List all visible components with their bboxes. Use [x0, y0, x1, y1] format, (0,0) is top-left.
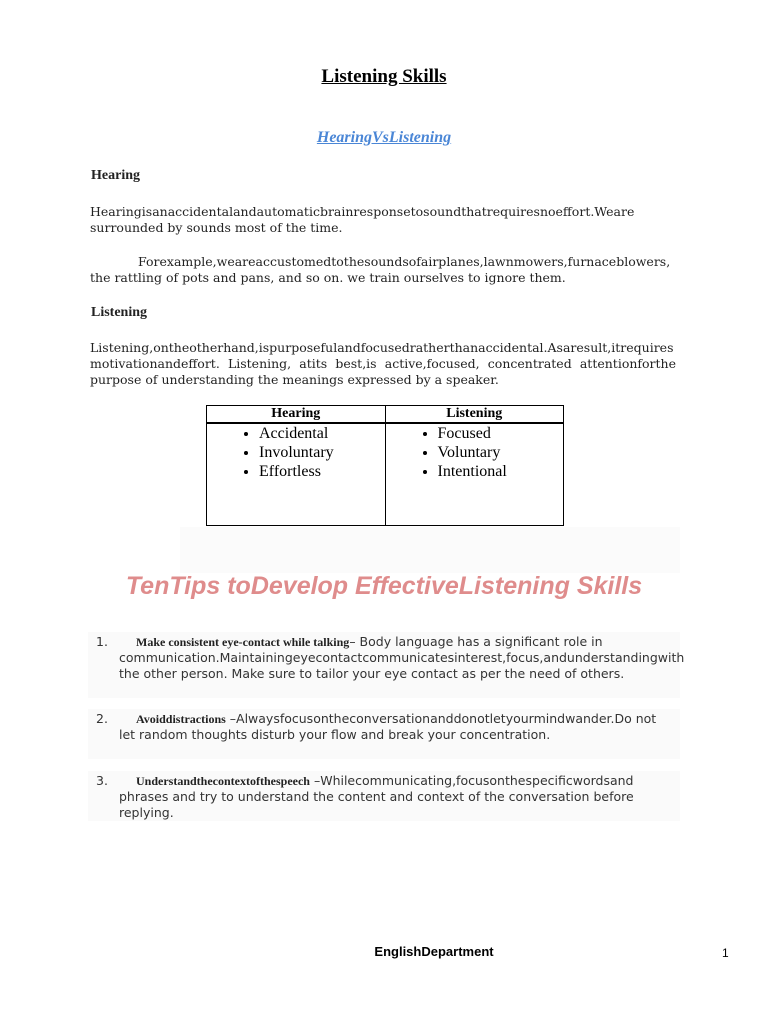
list-item: • Focused: [438, 424, 564, 443]
listening-heading: Listening: [91, 305, 148, 320]
hearing-list: [207, 424, 385, 481]
tips-title-band: [180, 527, 680, 573]
listening-paragraph: Listening,ontheotherhand,ispurposefulandfocusedratherthanaccidental.Asaresult,itrequires motivationandeffort. Listening, atits best,is active,focused, concentrated attentionforthe purpose of understanding the meanings expressed by a speaker.: [90, 340, 676, 387]
tip-text: – Body language has a significant role in communication.Maintainingeyecontactcommunicatesinterest,focus,andunderstandingwith the other person. Make sure to tailor your eye contact as per the need of others.: [119, 634, 685, 681]
list-item: • Accidental: [259, 424, 385, 443]
tip-text: –Alwaysfocusontheconversationanddonotletyourmindwander.Do not let random thoughts disturb your flow and break your concentration.: [119, 711, 657, 742]
table-header-hearing: Hearing: [207, 406, 386, 424]
list-item: • Involuntary: [259, 443, 385, 462]
list-item: • Voluntary: [438, 443, 564, 462]
tip-number: 2.: [96, 711, 108, 726]
listening-list: [386, 424, 564, 481]
tip-number: 3.: [96, 773, 108, 788]
hearing-paragraph-1: Hearingisanaccidentalandautomaticbrainresponsetosoundthatrequiresnoeffort.Weare surrounded by sounds most of the time.: [90, 204, 635, 235]
hearing-paragraph-2: [90, 254, 676, 286]
tips-title: TenTips toDevelop EffectiveListening Skills: [125, 572, 643, 600]
hearing-paragraph-2-text: Forexample,weareaccustomedtothesoundsofairplanes,lawnmowers,furnaceblowers, the rattling of pots and pans, and so on. we train ourselves to ignore them.: [90, 254, 671, 285]
tip-item-2: [88, 709, 680, 759]
tip-body: [119, 773, 668, 821]
listening-column: [385, 423, 564, 526]
hearing-column: [207, 423, 386, 526]
subtitle: HearingVsListening: [316, 129, 452, 146]
tip-lead: Make consistent eye-contact while talking: [136, 635, 350, 649]
tip-body: [119, 634, 685, 682]
footer-department: EnglishDepartment: [374, 944, 494, 959]
page-number: 1: [722, 946, 729, 960]
tip-lead: Understandthecontextofthespeech: [136, 774, 310, 788]
comparison-table: [206, 405, 564, 526]
hearing-heading: Hearing: [91, 168, 140, 183]
tip-body: [119, 711, 668, 743]
list-item: • Intentional: [438, 462, 564, 481]
tip-item-1: [88, 632, 685, 698]
tip-text: –Whilecommunicating,focusonthespecificwordsand phrases and try to understand the content and context of the conversation before replying.: [119, 773, 634, 820]
tip-number: 1.: [96, 634, 108, 649]
tip-item-3: [88, 771, 680, 821]
list-item: • Effortless: [259, 462, 385, 481]
page-title: Listening Skills: [321, 66, 447, 87]
table-header-listening: Listening: [385, 406, 564, 424]
tip-lead: Avoiddistractions: [136, 712, 226, 726]
